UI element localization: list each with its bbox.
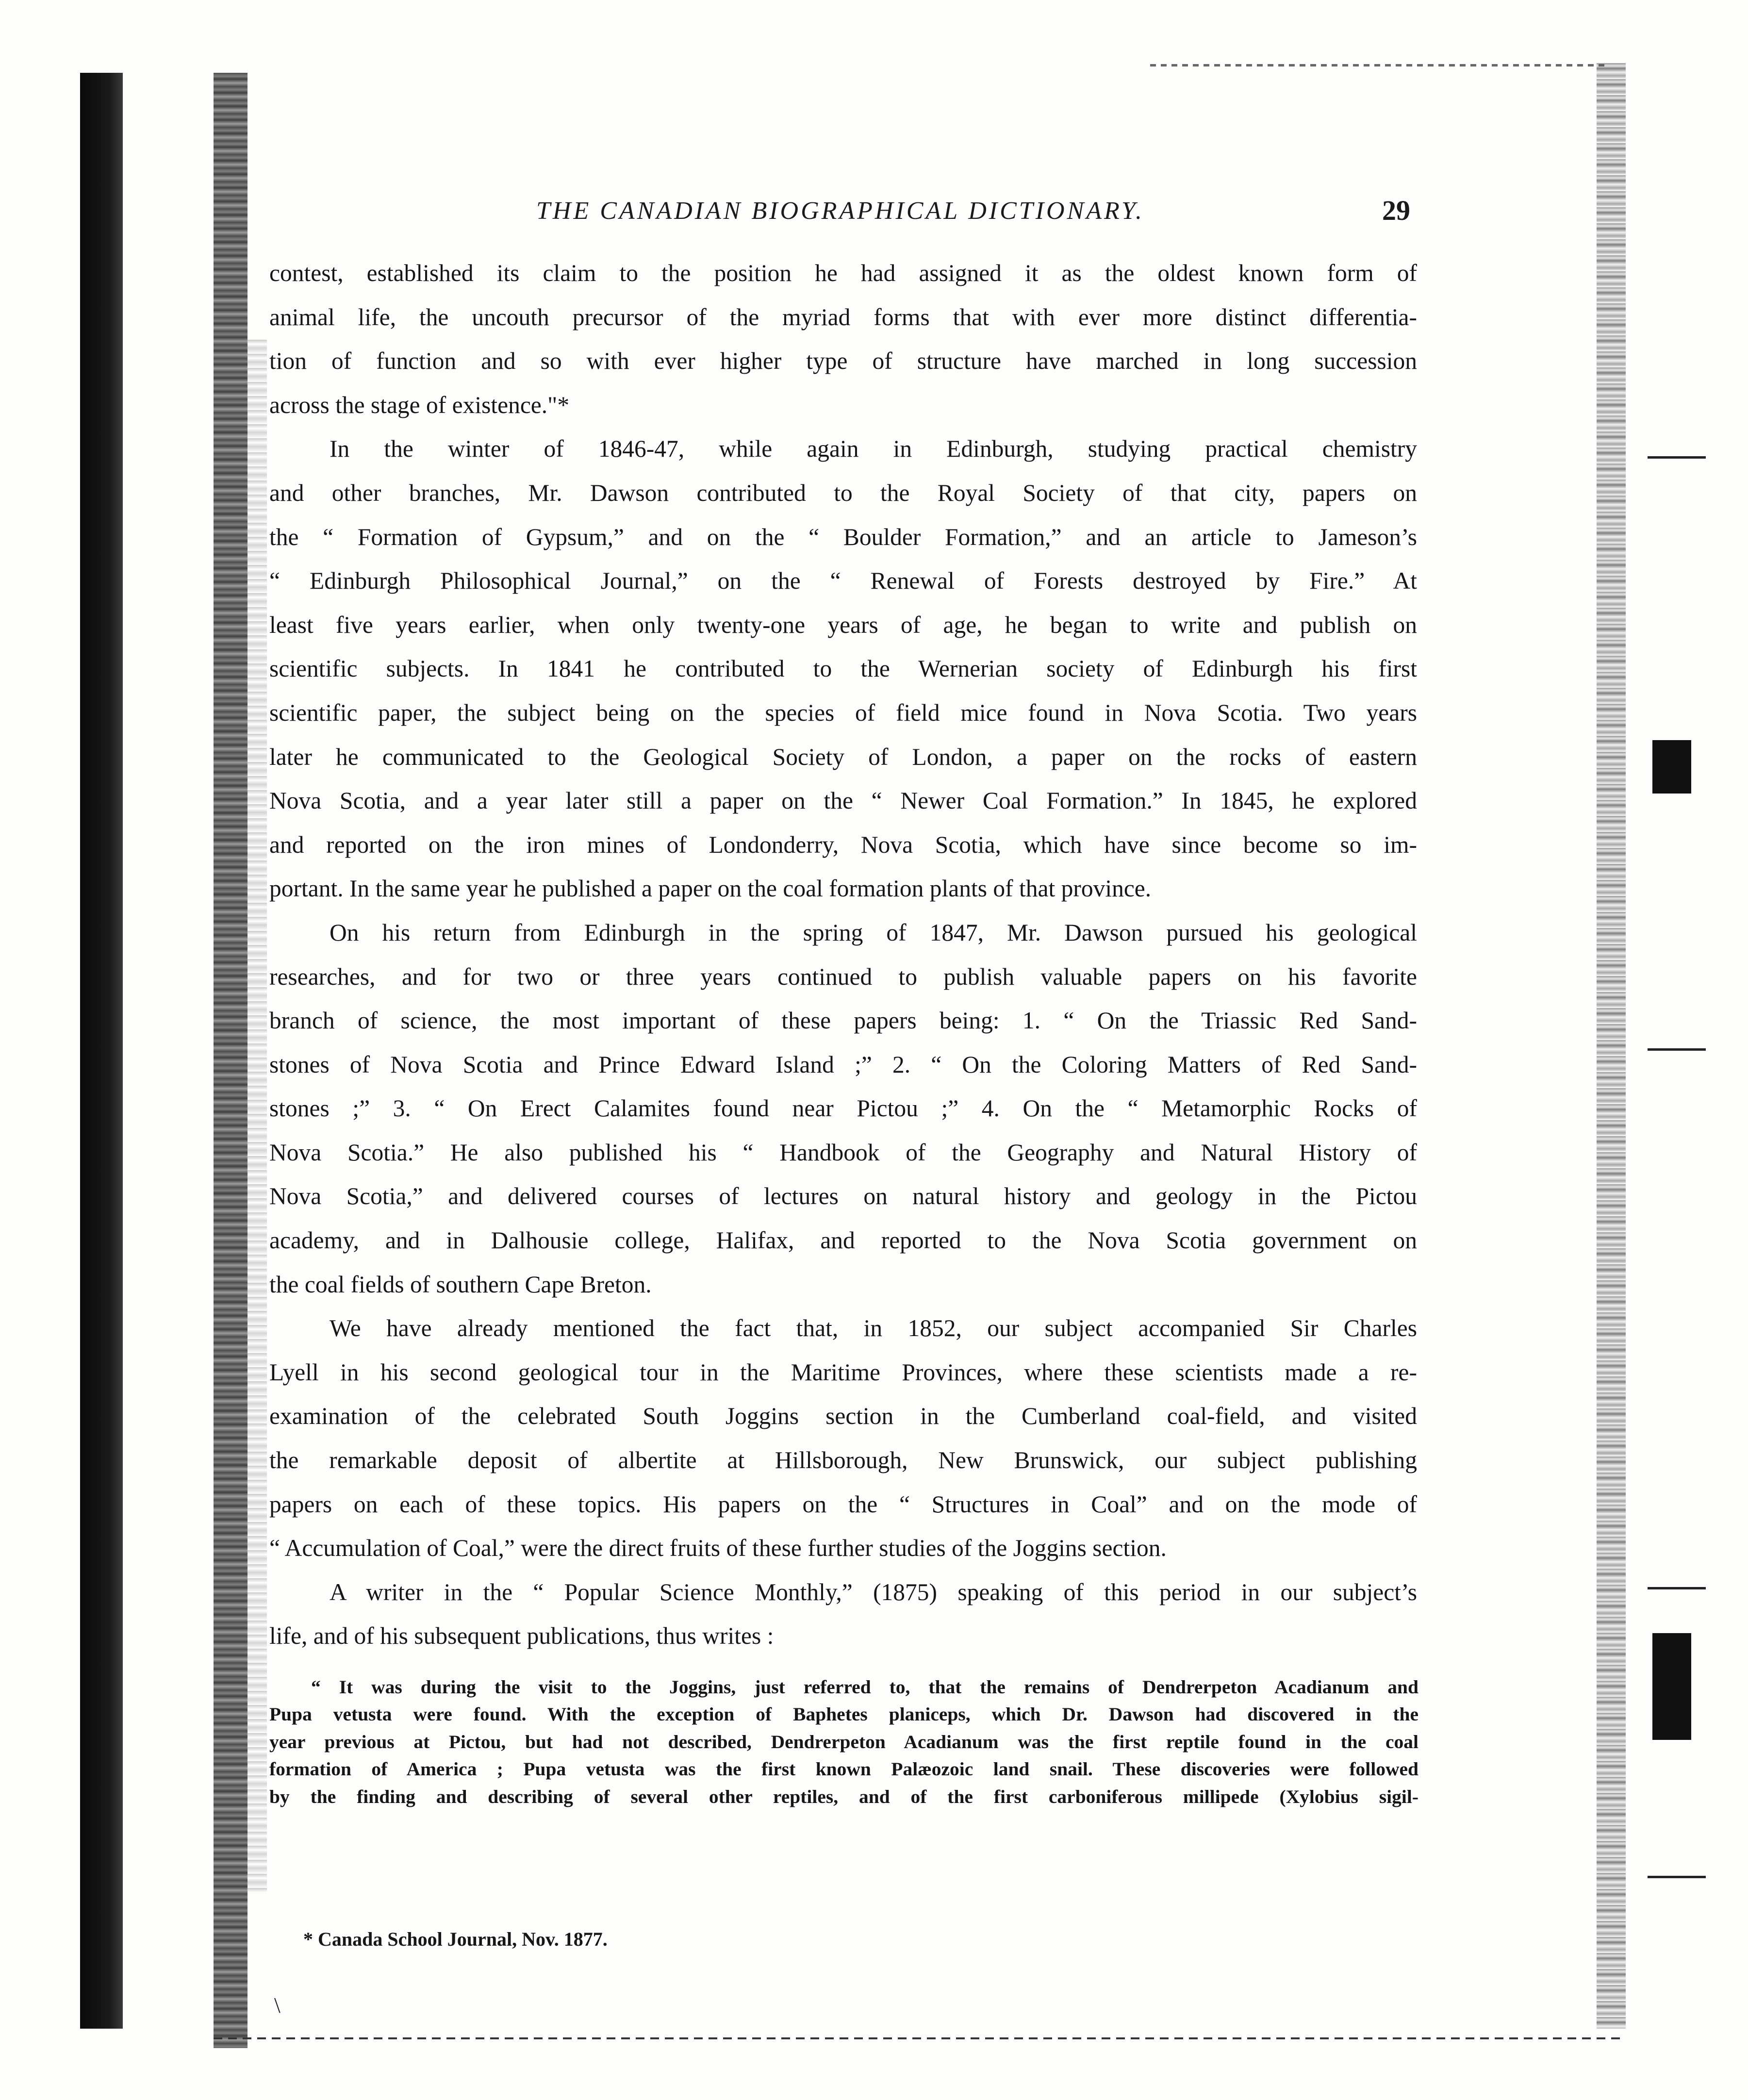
text-line: and reported on the iron mines of Londonderry, Nova Scotia, which have since become so im- — [269, 831, 1417, 858]
quote-line: year previous at Pictou, but had not described, Dendrerpeton Acadianum was the first reptile found in the coal — [269, 1731, 1418, 1753]
quote-line: “ It was during the visit to the Joggins, just referred to, that the remains of Dendrerpeton Acadianum and — [311, 1676, 1418, 1698]
text-line: life, and of his subsequent publications, thus writes : — [269, 1622, 774, 1650]
text-line: tion of function and so with ever higher type of structure have marched in long succession — [269, 347, 1417, 375]
text-line: least five years earlier, when only twenty-one years of age, he began to write and publish on — [269, 611, 1417, 638]
page-number: 29 — [1382, 195, 1410, 226]
binding-shadow-left — [80, 73, 123, 2029]
body-text — [269, 251, 1417, 1658]
text-line: contest, established its claim to the position he had assigned it as the oldest known form of — [269, 260, 1417, 286]
running-head: THE CANADIAN BIOGRAPHICAL DICTIONARY. — [536, 197, 1144, 225]
quote-line: Pupa vetusta were found. With the exception of Baphetes planiceps, which Dr. Dawson had discovered in the — [269, 1703, 1418, 1725]
text-line: Nova Scotia.” He also published his “ Handbook of the Geography and Natural History of — [269, 1139, 1417, 1166]
scan-tick — [1648, 456, 1706, 459]
text-line: branch of science, the most important of these papers being: 1. “ On the Triassic Red Sand- — [269, 1007, 1417, 1034]
paragraph-start-line: In the winter of 1846-47, while again in Edinburgh, studying practical chemistry — [330, 435, 1417, 463]
scan-top-edge — [1150, 64, 1606, 66]
paragraph-start-line: We have already mentioned the fact that, in 1852, our subject accompanied Sir Charles — [330, 1315, 1417, 1342]
scan-tab-mark-upper — [1652, 740, 1691, 794]
binding-edge-left — [214, 73, 247, 2048]
binding-fade-left — [247, 340, 267, 1893]
scan-tab-mark-lower — [1652, 1633, 1691, 1740]
paragraph-start-line: A writer in the “ Popular Science Monthly,” (1875) speaking of this period in our subject’s — [330, 1578, 1417, 1605]
text-line: “ Accumulation of Coal,” were the direct fruits of these further studies of the Joggins section. — [269, 1535, 1167, 1562]
text-line: researches, and for two or three years continued to publish valuable papers on his favorite — [269, 963, 1417, 990]
quote-line: by the finding and describing of several other reptiles, and of the first carboniferous millipede (Xylobius sigil- — [269, 1786, 1418, 1807]
text-line: examination of the celebrated South Joggins section in the Cumberland coal-field, and visited — [269, 1403, 1417, 1430]
scan-tick — [1648, 1587, 1706, 1589]
text-line: stones of Nova Scotia and Prince Edward Island ;” 2. “ On the Coloring Matters of Red Sand- — [269, 1051, 1417, 1078]
text-line: across the stage of existence."* — [269, 391, 570, 418]
text-line: Nova Scotia,” and delivered courses of lectures on natural history and geology in the Pictou — [269, 1183, 1417, 1210]
text-line: scientific paper, the subject being on the species of field mice found in Nova Scotia. Two years — [269, 699, 1417, 726]
text-line: stones ;” 3. “ On Erect Calamites found near Pictou ;” 4. On the “ Metamorphic Rocks of — [269, 1095, 1417, 1122]
scan-tick — [1648, 1876, 1706, 1878]
text-line: “ Edinburgh Philosophical Journal,” on the “ Renewal of Forests destroyed by Fire.” At — [269, 567, 1417, 595]
text-line: papers on each of these topics. His papers on the “ Structures in Coal” and on the mode of — [269, 1490, 1417, 1518]
page-edge-right — [1597, 63, 1626, 2029]
text-line: later he communicated to the Geological Society of London, a paper on the rocks of eastern — [269, 743, 1417, 770]
footnote: * Canada School Journal, Nov. 1877. — [303, 1928, 608, 1950]
text-line: Lyell in his second geological tour in the Maritime Provinces, where these scientists made a re- — [269, 1358, 1417, 1386]
text-line: and other branches, Mr. Dawson contributed to the Royal Society of that city, papers on — [269, 479, 1417, 506]
text-line: Nova Scotia, and a year later still a paper on the “ Newer Coal Formation.” In 1845, he explored — [269, 787, 1417, 814]
scan-smudge: \ — [274, 1993, 280, 2017]
paragraph-start-line: On his return from Edinburgh in the spring of 1847, Mr. Dawson pursued his geological — [330, 919, 1417, 946]
text-line: academy, and in Dalhousie college, Halifax, and reported to the Nova Scotia government on — [269, 1227, 1417, 1254]
text-line: scientific subjects. In 1841 he contributed to the Wernerian society of Edinburgh his first — [269, 655, 1417, 682]
text-line: the “ Formation of Gypsum,” and on the “ Boulder Formation,” and an article to Jameson’s — [269, 523, 1417, 550]
text-line: portant. In the same year he published a paper on the coal formation plants of that province. — [269, 875, 1152, 902]
text-line: the coal fields of southern Cape Breton. — [269, 1271, 652, 1298]
text-line: the remarkable deposit of albertite at Hillsborough, New Brunswick, our subject publishing — [269, 1447, 1417, 1474]
block-quote — [269, 1673, 1418, 1810]
scan-bottom-edge — [214, 2037, 1621, 2039]
text-line: animal life, the uncouth precursor of the myriad forms that with ever more distinct differentia- — [269, 303, 1417, 331]
scan-tick — [1648, 1048, 1706, 1051]
quote-line: formation of America ; Pupa vetusta was the first known Palæozoic land snail. These discoveries were followed — [269, 1758, 1418, 1780]
